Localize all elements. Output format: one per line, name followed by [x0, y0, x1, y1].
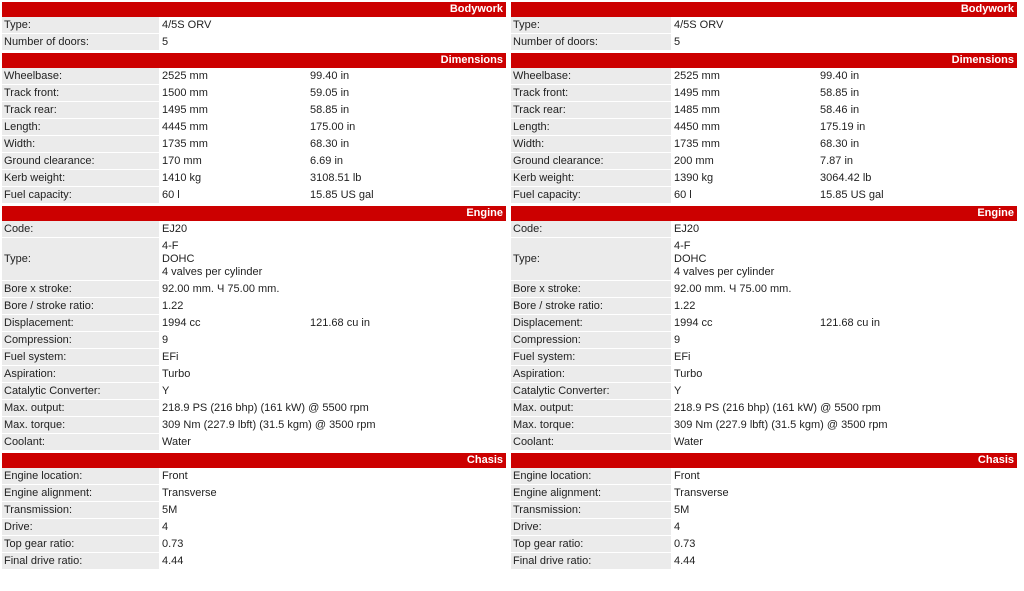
section-header-bodywork: Bodywork	[511, 2, 1017, 17]
spec-table-left	[2, 0, 506, 570]
spec-row-fuel-system	[2, 349, 506, 366]
spec-value: Front	[162, 470, 188, 482]
spec-value-imperial: 58.85 in	[820, 87, 860, 99]
spec-row	[2, 102, 506, 119]
spec-row-catalytic	[511, 383, 1017, 400]
spec-label: Length:	[511, 119, 671, 136]
spec-row	[2, 485, 506, 502]
spec-label: Ground clearance:	[511, 153, 671, 170]
spec-row-coolant	[511, 434, 1017, 451]
spec-label: Engine alignment:	[2, 485, 159, 502]
spec-label: Ground clearance:	[2, 153, 159, 170]
spec-row-displacement	[2, 315, 506, 332]
spec-row	[2, 170, 506, 187]
spec-row	[511, 553, 1017, 570]
spec-value-imperial: 3108.51 lb	[310, 172, 362, 184]
spec-row-type	[511, 17, 1017, 34]
spec-label: Track front:	[511, 85, 671, 102]
spec-label: Max. output:	[2, 400, 159, 417]
spec-row-compression	[2, 332, 506, 349]
spec-value: Y	[162, 385, 170, 397]
spec-label: Displacement:	[511, 315, 671, 332]
spec-row	[2, 536, 506, 553]
spec-label: Engine alignment:	[511, 485, 671, 502]
spec-row	[511, 519, 1017, 536]
spec-label: Compression:	[511, 332, 671, 349]
spec-label: Catalytic Converter:	[2, 383, 159, 400]
spec-value-metric: 2525 mm	[674, 70, 720, 82]
spec-value: 5M	[162, 504, 178, 516]
spec-row-torque	[2, 417, 506, 434]
spec-row	[511, 136, 1017, 153]
spec-value-imperial: 99.40 in	[310, 70, 350, 82]
spec-value-metric: 170 mm	[162, 155, 202, 167]
spec-row	[2, 187, 506, 204]
spec-row	[511, 85, 1017, 102]
spec-label: Final drive ratio:	[511, 553, 671, 570]
spec-label: Aspiration:	[511, 366, 671, 383]
spec-value-imperial: 68.30 in	[310, 138, 350, 150]
spec-label: Coolant:	[2, 434, 159, 451]
spec-label: Number of doors:	[2, 34, 159, 51]
spec-row	[2, 468, 506, 485]
spec-value: EJ20	[162, 223, 188, 235]
spec-row	[2, 68, 506, 85]
section-header-dimensions: Dimensions	[511, 53, 1017, 68]
spec-value-metric: 60 l	[162, 189, 180, 201]
spec-label: Max. torque:	[511, 417, 671, 434]
spec-value-imperial: 3064.42 lb	[820, 172, 872, 184]
spec-value: 4	[162, 521, 169, 533]
spec-label: Code:	[511, 221, 671, 238]
spec-label: Number of doors:	[511, 34, 671, 51]
spec-row-aspiration	[511, 366, 1017, 383]
spec-value: Turbo	[674, 368, 703, 380]
spec-row-bore	[511, 281, 1017, 298]
section-header-chasis: Chasis	[2, 453, 506, 468]
spec-row	[511, 468, 1017, 485]
spec-value-imperial: 121.68 cu in	[310, 317, 370, 329]
spec-value-imperial: 99.40 in	[820, 70, 860, 82]
spec-value: 4.44	[674, 555, 696, 567]
spec-label: Catalytic Converter:	[511, 383, 671, 400]
spec-label: Top gear ratio:	[511, 536, 671, 553]
spec-row-aspiration	[2, 366, 506, 383]
spec-label: Width:	[511, 136, 671, 153]
spec-value: 92.00 mm. Ч 75.00 mm.	[162, 283, 280, 295]
spec-label: Kerb weight:	[511, 170, 671, 187]
spec-label: Top gear ratio:	[2, 536, 159, 553]
spec-row-code	[511, 221, 1017, 238]
spec-row	[2, 502, 506, 519]
spec-row	[2, 153, 506, 170]
spec-value: 0.73	[162, 538, 184, 550]
section-header-chasis: Chasis	[511, 453, 1017, 468]
spec-label: Fuel capacity:	[2, 187, 159, 204]
spec-value-metric: 1390 kg	[674, 172, 714, 184]
spec-label: Bore x stroke:	[511, 281, 671, 298]
spec-label: Transmission:	[2, 502, 159, 519]
spec-value: 309 Nm (227.9 lbft) (31.5 kgm) @ 3500 rpm	[674, 419, 888, 431]
dimensions-rows	[511, 68, 1017, 204]
spec-value: 4/5S ORV	[162, 19, 212, 31]
spec-label: Bore / stroke ratio:	[511, 298, 671, 315]
spec-value: Water	[162, 436, 191, 448]
spec-value: 1.22	[674, 300, 696, 312]
spec-label: Drive:	[2, 519, 159, 536]
spec-row	[2, 119, 506, 136]
spec-label: Type:	[2, 238, 159, 281]
spec-row-output	[511, 400, 1017, 417]
dimensions-rows	[2, 68, 506, 204]
spec-row-engine-type	[2, 238, 506, 281]
spec-value: 5M	[674, 504, 690, 516]
spec-label: Type:	[511, 17, 671, 34]
spec-value: 1.22	[162, 300, 184, 312]
spec-row	[511, 536, 1017, 553]
spec-row	[511, 102, 1017, 119]
spec-value-metric: 4450 mm	[674, 121, 720, 133]
spec-value: EJ20	[674, 223, 700, 235]
spec-value-imperial: 58.46 in	[820, 104, 860, 116]
spec-label: Compression:	[2, 332, 159, 349]
spec-label: Engine location:	[511, 468, 671, 485]
spec-label: Kerb weight:	[2, 170, 159, 187]
spec-row	[511, 502, 1017, 519]
spec-value: 9	[674, 334, 681, 346]
spec-value-metric: 2525 mm	[162, 70, 208, 82]
spec-row	[2, 553, 506, 570]
spec-table-right	[511, 0, 1017, 570]
section-header-dimensions: Dimensions	[2, 53, 506, 68]
spec-value: EFi	[674, 351, 691, 363]
spec-value: Water	[674, 436, 703, 448]
spec-value-metric: 1994 cc	[162, 317, 201, 329]
spec-value-imperial: 6.69 in	[310, 155, 344, 167]
spec-label: Fuel capacity:	[511, 187, 671, 204]
spec-row-type	[2, 17, 506, 34]
spec-value: 9	[162, 334, 169, 346]
spec-row	[511, 68, 1017, 85]
section-header-engine: Engine	[2, 206, 506, 221]
spec-value: 218.9 PS (216 bhp) (161 kW) @ 5500 rpm	[162, 402, 369, 414]
spec-value: 218.9 PS (216 bhp) (161 kW) @ 5500 rpm	[674, 402, 881, 414]
spec-value-metric: 1735 mm	[674, 138, 720, 150]
spec-value: Transverse	[162, 487, 217, 499]
spec-value: 4-F DOHC 4 valves per cylinder	[674, 240, 775, 278]
spec-row-compression	[511, 332, 1017, 349]
spec-row-coolant	[2, 434, 506, 451]
spec-value-imperial: 15.85 US gal	[310, 189, 374, 201]
spec-row-ratio	[511, 298, 1017, 315]
spec-row-output	[2, 400, 506, 417]
spec-label: Coolant:	[511, 434, 671, 451]
spec-row	[511, 119, 1017, 136]
spec-label: Bore / stroke ratio:	[2, 298, 159, 315]
spec-value-metric: 1495 mm	[674, 87, 720, 99]
spec-row	[511, 187, 1017, 204]
spec-value: EFi	[162, 351, 179, 363]
spec-row-ratio	[2, 298, 506, 315]
spec-value-metric: 60 l	[674, 189, 692, 201]
spec-value: 309 Nm (227.9 lbft) (31.5 kgm) @ 3500 rpm	[162, 419, 376, 431]
spec-value-imperial: 58.85 in	[310, 104, 350, 116]
spec-row-torque	[511, 417, 1017, 434]
spec-row-bore	[2, 281, 506, 298]
spec-label: Aspiration:	[2, 366, 159, 383]
spec-value-imperial: 68.30 in	[820, 138, 860, 150]
section-header-bodywork: Bodywork	[2, 2, 506, 17]
spec-label: Track rear:	[2, 102, 159, 119]
spec-label: Max. output:	[511, 400, 671, 417]
spec-value-imperial: 175.19 in	[820, 121, 866, 133]
spec-label: Final drive ratio:	[2, 553, 159, 570]
spec-value: 4	[674, 521, 681, 533]
section-header-engine: Engine	[511, 206, 1017, 221]
spec-label: Length:	[2, 119, 159, 136]
spec-value-metric: 200 mm	[674, 155, 714, 167]
spec-label: Engine location:	[2, 468, 159, 485]
spec-row-doors	[2, 34, 506, 51]
spec-value: 5	[162, 36, 169, 48]
spec-value-imperial: 175.00 in	[310, 121, 356, 133]
spec-label: Displacement:	[2, 315, 159, 332]
spec-label: Fuel system:	[2, 349, 159, 366]
spec-label: Width:	[2, 136, 159, 153]
spec-label: Code:	[2, 221, 159, 238]
spec-value-imperial: 7.87 in	[820, 155, 854, 167]
spec-value: 0.73	[674, 538, 696, 550]
spec-value-imperial: 121.68 cu in	[820, 317, 880, 329]
spec-row	[2, 136, 506, 153]
spec-value-metric: 1500 mm	[162, 87, 208, 99]
spec-row-doors	[511, 34, 1017, 51]
spec-value: 5	[674, 36, 681, 48]
spec-row	[511, 170, 1017, 187]
spec-row-code	[2, 221, 506, 238]
spec-row	[2, 85, 506, 102]
spec-label: Max. torque:	[2, 417, 159, 434]
spec-value-metric: 1994 cc	[674, 317, 713, 329]
spec-value: Turbo	[162, 368, 191, 380]
spec-label: Transmission:	[511, 502, 671, 519]
spec-label: Drive:	[511, 519, 671, 536]
spec-value: Transverse	[674, 487, 729, 499]
spec-value-metric: 1495 mm	[162, 104, 208, 116]
spec-value: 4-F DOHC 4 valves per cylinder	[162, 240, 263, 278]
spec-label: Type:	[2, 17, 159, 34]
spec-value-imperial: 15.85 US gal	[820, 189, 884, 201]
spec-value-metric: 1735 mm	[162, 138, 208, 150]
spec-value: 4/5S ORV	[674, 19, 724, 31]
spec-value-metric: 1485 mm	[674, 104, 720, 116]
spec-label: Wheelbase:	[2, 68, 159, 85]
spec-row	[511, 485, 1017, 502]
spec-row	[2, 519, 506, 536]
spec-label: Type:	[511, 238, 671, 281]
spec-row-catalytic	[2, 383, 506, 400]
spec-label: Fuel system:	[511, 349, 671, 366]
spec-value-metric: 1410 kg	[162, 172, 202, 184]
spec-value: 92.00 mm. Ч 75.00 mm.	[674, 283, 792, 295]
spec-value: Front	[674, 470, 700, 482]
spec-value-imperial: 59.05 in	[310, 87, 350, 99]
spec-value-metric: 4445 mm	[162, 121, 208, 133]
spec-label: Track rear:	[511, 102, 671, 119]
spec-label: Track front:	[2, 85, 159, 102]
spec-label: Bore x stroke:	[2, 281, 159, 298]
spec-row-fuel-system	[511, 349, 1017, 366]
spec-row-engine-type	[511, 238, 1017, 281]
spec-label: Wheelbase:	[511, 68, 671, 85]
spec-row-displacement	[511, 315, 1017, 332]
spec-value: 4.44	[162, 555, 184, 567]
spec-value: Y	[674, 385, 682, 397]
spec-row	[511, 153, 1017, 170]
